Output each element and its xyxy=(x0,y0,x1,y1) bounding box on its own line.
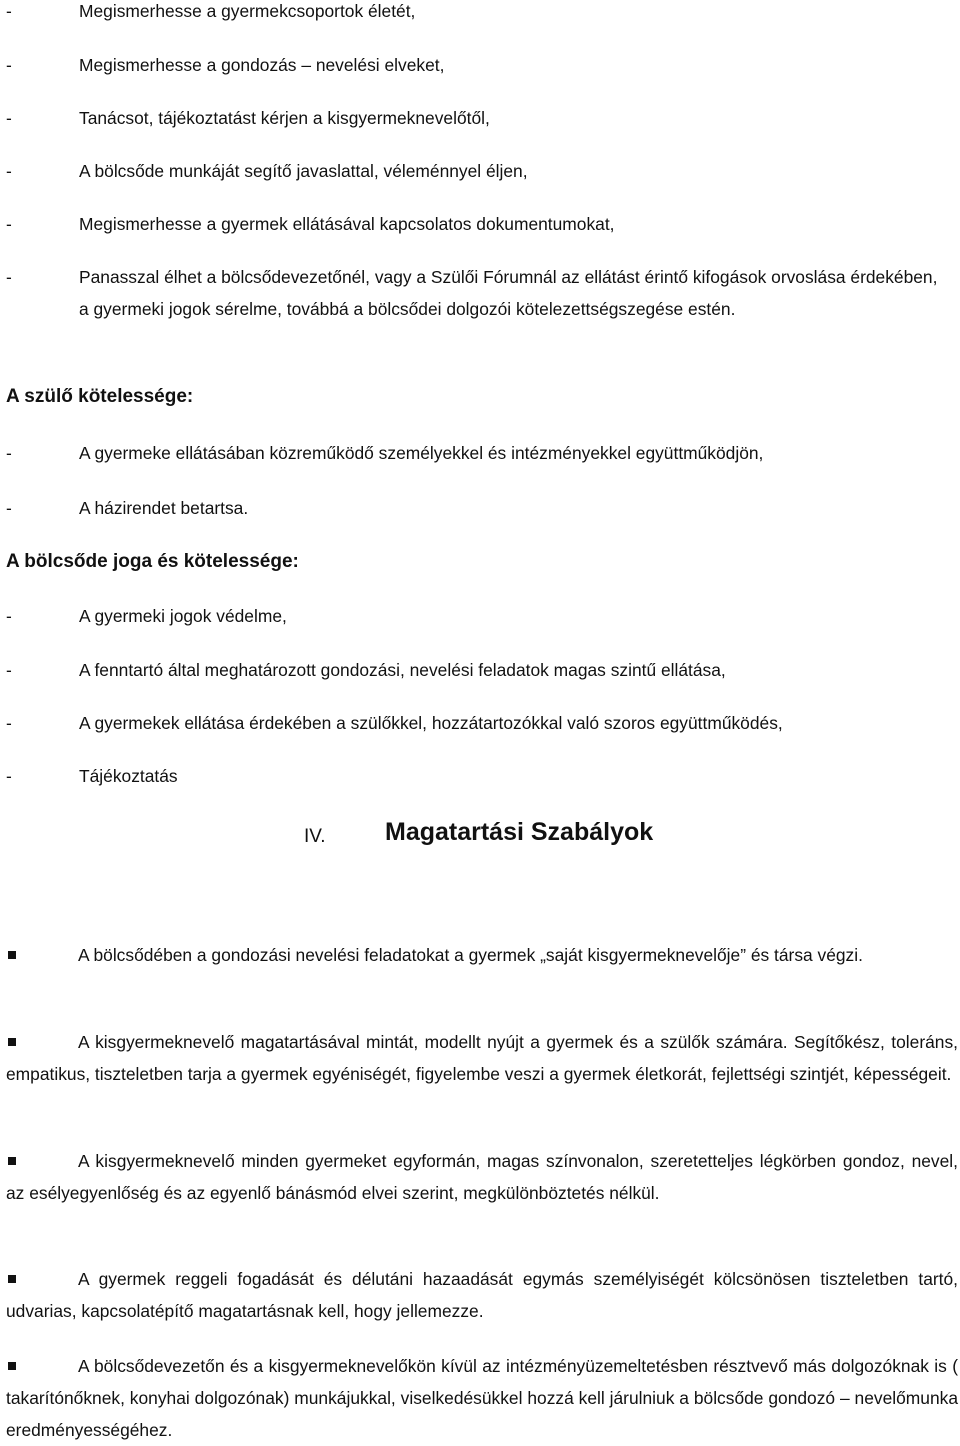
dash-bullet: - xyxy=(6,660,12,680)
list-item xyxy=(6,155,951,187)
list-item-text: Megismerhesse a gyermek ellátásával kapcsolatos dokumentumokat, xyxy=(79,214,615,234)
list-item-text: Panasszal élhet a bölcsődevezetőnél, vagy a Szülői Fórumnál az ellátást érintő kifogások orvoslása érdekében, a gyermeki jogok sérelme, továbbá a bölcsődei dolgozói kötelezettségszegése estén. xyxy=(79,267,938,319)
rule-paragraph xyxy=(6,1263,958,1327)
list-item-text: Tanácsot, tájékoztatást kérjen a kisgyermeknevelőtől, xyxy=(79,108,490,128)
list-item xyxy=(6,437,951,469)
list-item-text: A gyermeke ellátásában közreműködő személyekkel és intézményekkel együttműködjön, xyxy=(79,443,764,463)
square-bullet-icon xyxy=(8,1275,16,1283)
square-bullet-icon xyxy=(8,1362,16,1370)
rule-text: A gyermek reggeli fogadását és délutáni hazaadását egymás személyiségét kölcsönösen tiszteletben tartó, udvarias, kapcsolatépítő magatartásnak kell, hogy jellemezze. xyxy=(6,1269,958,1321)
dash-bullet: - xyxy=(6,214,12,234)
square-bullet-icon xyxy=(8,951,16,959)
dash-bullet: - xyxy=(6,443,12,463)
rule-text: A kisgyermeknevelő magatartásával mintát, modellt nyújt a gyermek és a szülők számára. Segítőkész, toleráns, empatikus, tiszteletben tarja a gyermek egyéniségét, figyelembe veszi a gyermek életkorát, fejlettségi szintjét, képességeit. xyxy=(6,1032,958,1084)
dash-bullet: - xyxy=(6,498,12,518)
rule-text: A bölcsődevezetőn és a kisgyermeknevelőkön kívül az intézményüzemeltetésben résztvevő más dolgozóknak is ( takarítónőknek, konyhai dolgozónak) munkájukkal, viselkedésükkel hozzá kell járulniuk a bölcsőde gondozó – nevelőmunka eredményességéhez. xyxy=(6,1356,958,1440)
list-item-text: A fenntartó által meghatározott gondozási, nevelési feladatok magas szintű ellátása, xyxy=(79,660,726,680)
list-item xyxy=(6,261,951,325)
list-item-text: A gyermekek ellátása érdekében a szülőkkel, hozzátartozókkal való szoros együttműködés, xyxy=(79,713,783,733)
nursery-rights-heading: A bölcsőde joga és kötelessége: xyxy=(6,551,299,572)
rule-text: A bölcsődében a gondozási nevelési feladatokat a gyermek „saját kisgyermeknevelője” és társa végzi. xyxy=(78,945,863,965)
rule-paragraph xyxy=(6,1350,958,1446)
parent-duties-heading: A szülő kötelessége: xyxy=(6,386,194,407)
list-item xyxy=(6,208,951,240)
dash-bullet: - xyxy=(6,161,12,181)
list-item-text: Megismerhesse a gondozás – nevelési elveket, xyxy=(79,55,445,75)
rule-paragraph xyxy=(6,1145,958,1209)
list-item-text: A házirendet betartsa. xyxy=(79,498,249,518)
dash-bullet: - xyxy=(6,55,12,75)
dash-bullet: - xyxy=(6,267,12,287)
list-item xyxy=(6,600,951,632)
section-number: IV. xyxy=(304,826,326,847)
dash-bullet: - xyxy=(6,766,12,786)
list-item-text: Tájékoztatás xyxy=(79,766,178,786)
dash-bullet: - xyxy=(6,606,12,626)
list-item xyxy=(6,760,951,792)
section-title-text: Magatartási Szabályok xyxy=(385,818,654,846)
list-item-text: Megismerhesse a gyermekcsoportok életét, xyxy=(79,1,416,21)
section-title xyxy=(0,818,960,858)
list-item xyxy=(6,707,951,739)
list-item xyxy=(6,102,951,134)
rule-text: A kisgyermeknevelő minden gyermeket egyformán, magas színvonalon, szeretetteljes légkörben gondoz, nevel, az esélyegyenlőség és az egyenlő bánásmód elvei szerint, megkülönböztetés nélkül. xyxy=(6,1151,958,1203)
rule-paragraph xyxy=(6,1026,958,1090)
list-item xyxy=(6,654,951,686)
dash-bullet: - xyxy=(6,1,12,21)
list-item-text: A bölcsőde munkáját segítő javaslattal, véleménnyel éljen, xyxy=(79,161,528,181)
square-bullet-icon xyxy=(8,1038,16,1046)
list-item xyxy=(6,0,951,27)
dash-bullet: - xyxy=(6,713,12,733)
list-item-text: A gyermeki jogok védelme, xyxy=(79,606,287,626)
dash-bullet: - xyxy=(6,108,12,128)
square-bullet-icon xyxy=(8,1157,16,1165)
list-item xyxy=(6,49,951,81)
rule-paragraph xyxy=(6,939,958,971)
list-item xyxy=(6,492,951,524)
